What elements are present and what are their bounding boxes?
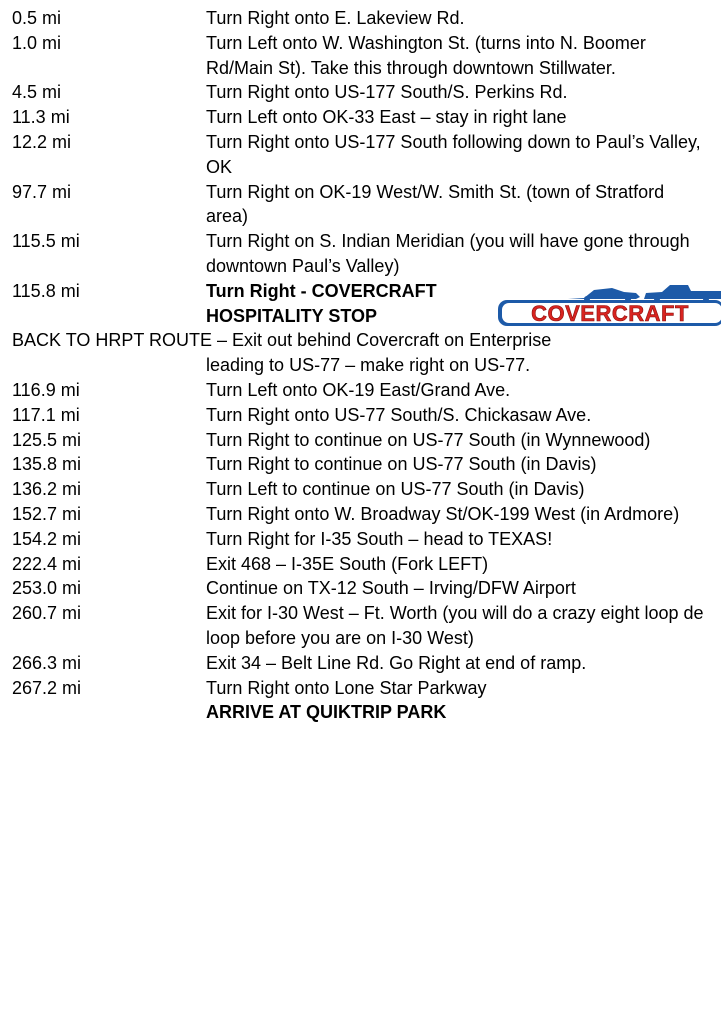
direction-distance: 152.7 mi: [12, 503, 82, 524]
directions-list-part-2: [12, 378, 718, 700]
direction-distance: 11.3 mi: [12, 107, 70, 128]
direction-row: [12, 552, 718, 577]
direction-row: [12, 80, 718, 105]
direction-row: [12, 502, 718, 527]
directions-document: [12, 6, 718, 725]
covercraft-logo: [494, 283, 721, 327]
direction-distance: 1.0 mi: [12, 32, 62, 53]
direction-instruction: Turn Right on S. Indian Meridian (you will have gone through downtown Paul’s Valley): [206, 231, 690, 276]
arrive-text: ARRIVE AT QUIKTRIP PARK: [206, 702, 447, 723]
stop-distance: 115.8 mi: [12, 280, 80, 301]
direction-row: [12, 378, 718, 403]
direction-instruction: Turn Right onto US-177 South/S. Perkins Rd.: [206, 82, 568, 103]
stop-line-2: HOSPITALITY STOP: [206, 305, 378, 326]
direction-instruction: Continue on TX-12 South – Irving/DFW Airport: [206, 578, 576, 599]
direction-row: [12, 6, 718, 31]
direction-instruction: Exit for I-30 West – Ft. Worth (you will do a crazy eight loop de loop before you are on I-30 West): [206, 603, 704, 648]
covercraft-logo-text: COVERCRAFT: [531, 300, 689, 326]
direction-row: [12, 31, 718, 81]
direction-row: [12, 105, 718, 130]
direction-instruction: Turn Right on OK-19 West/W. Smith St. (town of Stratford area): [206, 181, 665, 227]
direction-row: [12, 601, 718, 651]
direction-instruction: Turn Right to continue on US-77 South (in Davis): [206, 454, 597, 475]
direction-instruction: Turn Right onto US-77 South/S. Chickasaw Ave.: [206, 404, 592, 425]
direction-instruction: Turn Right onto E. Lakeview Rd.: [206, 8, 465, 28]
direction-row: [12, 676, 718, 701]
direction-distance: 4.5 mi: [12, 82, 62, 103]
stop-line-1: Turn Right - COVERCRAFT: [206, 280, 437, 301]
direction-instruction: Turn Left onto OK-33 East – stay in right lane: [206, 107, 567, 128]
direction-instruction: Turn Right to continue on US-77 South (in Wynnewood): [206, 429, 651, 450]
back-to-route-note: [12, 328, 718, 378]
direction-distance: 222.4 mi: [12, 553, 82, 574]
direction-distance: 115.5 mi: [12, 231, 80, 252]
direction-distance: 266.3 mi: [12, 652, 82, 673]
direction-distance: 154.2 mi: [12, 528, 82, 549]
direction-distance: 116.9 mi: [12, 379, 80, 400]
direction-instruction: Turn Right onto W. Broadway St/OK-199 West (in Ardmore): [206, 503, 680, 524]
direction-instruction: Turn Right onto US-177 South following down to Paul’s Valley, OK: [206, 131, 701, 177]
direction-distance: 260.7 mi: [12, 603, 82, 624]
direction-instruction: Turn Right onto Lone Star Parkway: [206, 677, 487, 698]
directions-list-part-1: [12, 6, 718, 279]
direction-distance: 12.2 mi: [12, 131, 72, 152]
arrive-row: [12, 700, 718, 725]
direction-row: [12, 130, 718, 180]
direction-distance: 125.5 mi: [12, 429, 82, 450]
direction-row: [12, 576, 718, 601]
direction-row: [12, 477, 718, 502]
direction-distance: 0.5 mi: [12, 8, 62, 28]
back-note-line-2: leading to US-77 – make right on US-77.: [206, 355, 531, 376]
direction-instruction: Turn Left to continue on US-77 South (in Davis): [206, 479, 585, 500]
direction-row: [12, 180, 718, 230]
direction-row: [12, 428, 718, 453]
direction-distance: 253.0 mi: [12, 578, 82, 599]
direction-row: [12, 452, 718, 477]
direction-distance: 267.2 mi: [12, 677, 82, 698]
direction-instruction: Exit 34 – Belt Line Rd. Go Right at end of ramp.: [206, 652, 587, 673]
direction-instruction: Exit 468 – I-35E South (Fork LEFT): [206, 553, 489, 574]
direction-distance: 117.1 mi: [12, 404, 80, 425]
direction-row: [12, 229, 718, 279]
direction-row: [12, 527, 718, 552]
covercraft-logo-graphic: [494, 283, 721, 327]
direction-row: [12, 651, 718, 676]
direction-row: [12, 403, 718, 428]
direction-distance: 136.2 mi: [12, 479, 82, 500]
direction-instruction: Turn Right for I-35 South – head to TEXAS!: [206, 528, 553, 549]
direction-distance: 97.7 mi: [12, 181, 72, 202]
back-note-line-1: BACK TO HRPT ROUTE – Exit out behind Covercraft on Enterprise: [12, 330, 552, 351]
direction-instruction: Turn Left onto W. Washington St. (turns into N. Boomer Rd/Main St). Take this through downtown Stillwater.: [206, 32, 646, 78]
direction-distance: 135.8 mi: [12, 454, 82, 475]
covercraft-stop-row: [12, 279, 718, 329]
direction-instruction: Turn Left onto OK-19 East/Grand Ave.: [206, 379, 511, 400]
